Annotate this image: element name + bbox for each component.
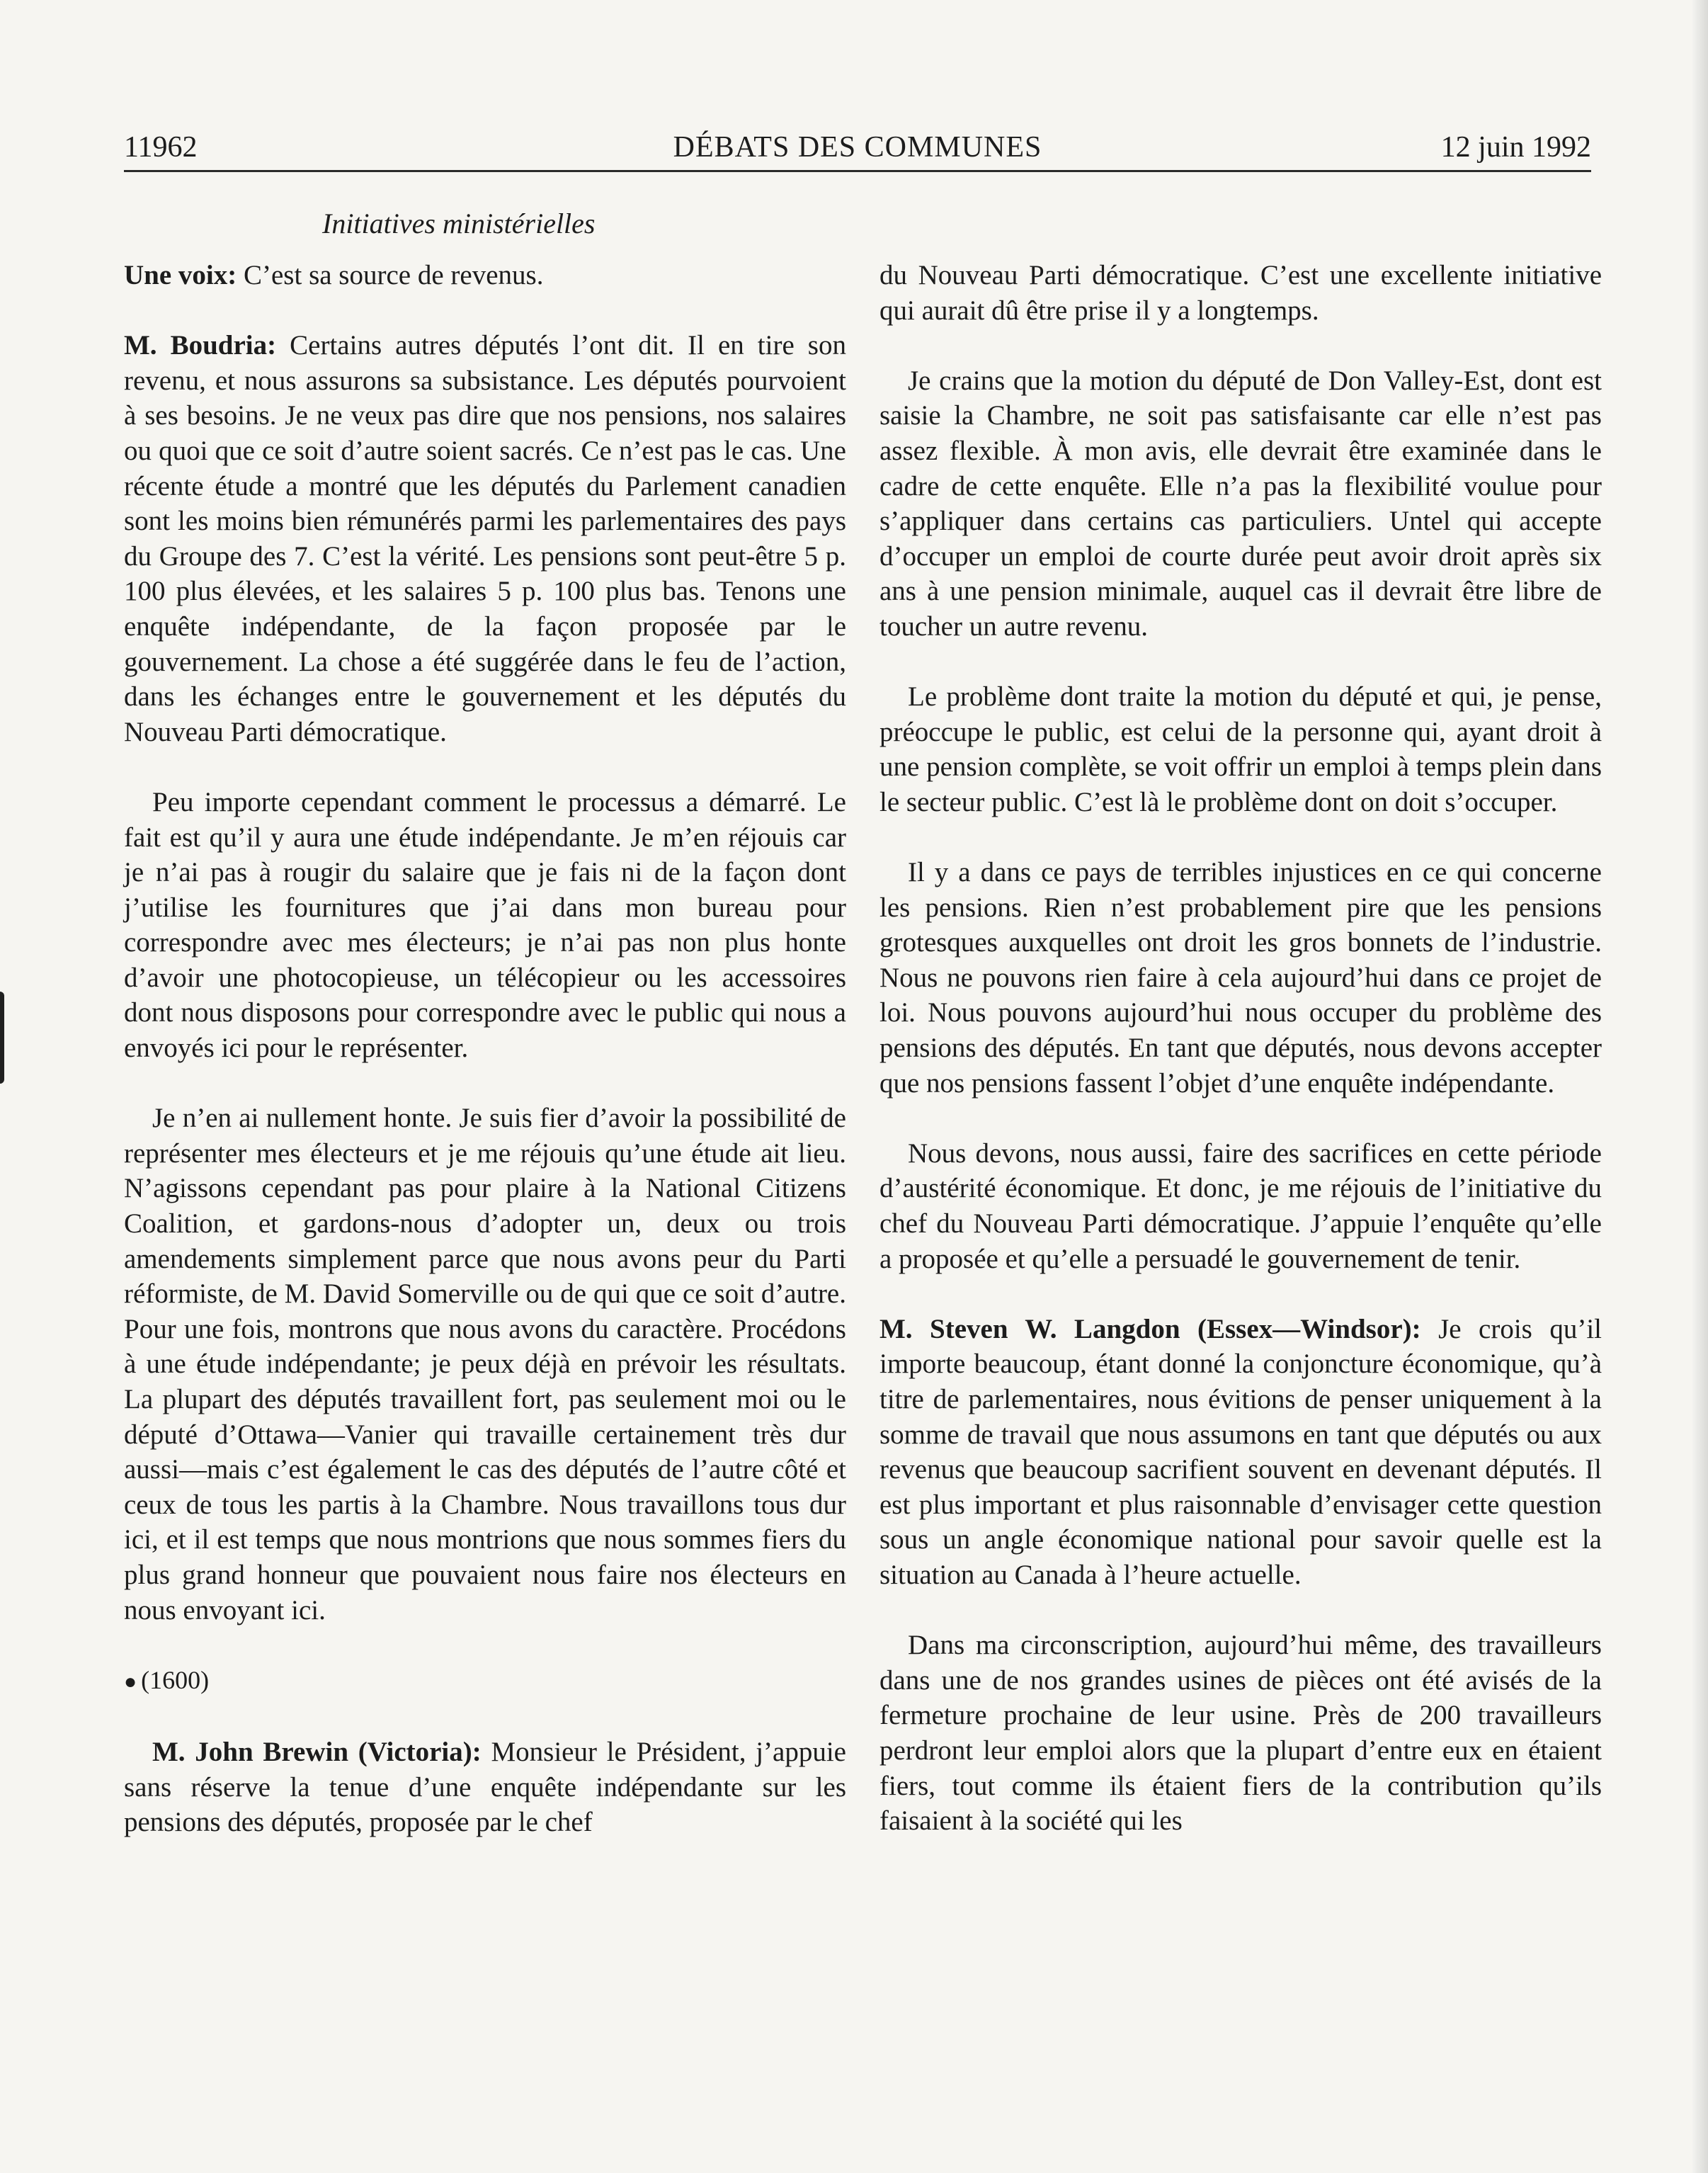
paragraph: Le problème dont traite la motion du député et qui, je pense, préoccupe le public, est celui de la personne qui, ayant droit à une pension complète, se voit offrir un emploi à temps plein dans le secteur public. C’est là le problème dont on doit s’occuper. <box>879 681 1602 817</box>
page-header <box>124 126 1591 169</box>
page-edge-shadow <box>1692 0 1708 2173</box>
bullet-icon: ● <box>124 1669 137 1693</box>
publication-title: DÉBATS DES COMMUNES <box>673 131 1042 164</box>
left-column <box>124 258 846 1840</box>
speech-text: Je crois qu’il importe beaucoup, étant donné la conjoncture économique, qu’à titre de parlementaires, nous évitions de penser uniquement à la somme de travail que nous assumons en tant que députés ou aux revenus que beaucoup sacrifient souvent en devenant députés. Il est plus important et plus raisonnable d’envisager cette question sous un angle économique national pour savoir quelle est la situation au Canada à l’heure actuelle. <box>879 1313 1602 1590</box>
speaker-name: M. Boudria: <box>124 330 277 361</box>
speaker-name: M. John Brewin (Victoria): <box>152 1736 482 1767</box>
paragraph <box>124 1735 846 1840</box>
scan-binding-mark <box>0 992 4 1084</box>
paragraph: du Nouveau Parti démocratique. C’est une excellente initiative qui aurait dû être prise il y a longtemps. <box>879 260 1602 326</box>
speech-text: Certains autres députés l’ont dit. Il en tire son revenu, et nous assurons sa subsistance. Les députés pourvoient à ses besoins. Je ne veux pas dire que nos pensions, nos salaires ou quoi que ce soit d’autre soient sacrés. Ce n’est pas le cas. Une récente étude a montré que les députés du Parlement canadien sont les moins bien rémunérés parmi les parlementaires des pays du Groupe des 7. C’est la vérité. Les pensions sont peut-être 5 p. 100 plus élevées, et les salaires 5 p. 100 plus bas. Tenons une enquête indépendante, de la façon proposée par le gouvernement. La chose a été suggérée dans le feu de l’action, dans les échanges entre le gouvernement et les députés du Nouveau Parti démocratique. <box>124 330 846 747</box>
paragraph <box>124 258 846 293</box>
speech-text: Monsieur le Président, j’appuie sans réserve la tenue d’une enquête indépendante sur les pensions des députés, proposée par le chef <box>124 1736 846 1838</box>
section-title: Initiatives ministérielles <box>322 208 596 239</box>
paragraph: Dans ma circonscription, aujourd’hui même, des travailleurs dans une de nos grandes usines de pièces ont été avisés de la fermeture prochaine de leur usine. Près de 200 travailleurs perdront leur emploi alors que la plupart d’entre eux en étaient fiers, tout comme ils étaient fiers de la contribution qu’ils faisaient à la société qui les <box>879 1630 1602 1837</box>
paragraph: Peu importe cependant comment le processus a démarré. Le fait est qu’il y aura une étude indépendante. Je m’en réjouis car je n’ai pas à rougir du salaire que je fais ni de la façon dont j’utilise les fournitures que j’ai dans mon bureau pour correspondre avec mes électeurs; je n’ai pas non plus honte d’avoir une photocopieuse, un télécopieur ou les accessoires dont nous disposons pour correspondre avec le public qui nous a envoyés ici pour le représenter. <box>124 786 846 1064</box>
paragraph: Il y a dans ce pays de terribles injustices en ce qui concerne les pensions. Rien n’est probablement pire que les pensions grotesques auxquelles ont droit les gros bonnets de l’industrie. Nous ne pouvons rien faire à cela aujourd’hui dans ce projet de loi. Nous pouvons aujourd’hui nous occuper du problème des pensions des députés. En tant que députés, nous devons accepter que nos pensions fassent l’objet d’une enquête indépendante. <box>879 857 1602 1099</box>
header-rule <box>124 170 1591 172</box>
time-marker-text: (1600) <box>141 1665 210 1694</box>
time-marker <box>124 1663 846 1700</box>
speaker-name: M. Steven W. Langdon (Essex—Windsor): <box>879 1313 1421 1344</box>
page-number: 11962 <box>124 131 198 164</box>
paragraph: Je crains que la motion du député de Don Valley-Est, dont est saisie la Chambre, ne soit pas satisfaisante car elle n’est pas assez flexible. À mon avis, elle devrait être examinée dans le cadre de cette enquête. Elle n’a pas la flexibilité voulue pour s’appliquer dans certains cas particuliers. Untel qui accepte d’occuper un emploi de courte durée peut avoir droit après six ans à une pension minimale, auquel cas il devrait être libre de toucher un autre revenu. <box>879 365 1602 642</box>
speaker-name: Une voix: <box>124 260 237 290</box>
paragraph: Je n’en ai nullement honte. Je suis fier d’avoir la possibilité de représenter mes électeurs et je me réjouis qu’une étude ait lieu. N’agissons cependant pas pour plaire à la National Citizens Coalition, et gardons-nous d’adopter un, deux ou trois amendements simplement parce que nous avons peur du Parti réformiste, de M. David Somerville ou de qui que ce soit d’autre. Pour une fois, montrons que nous avons du caractère. Procédons à une étude indépendante; je peux déjà en prévoir les résultats. La plupart des députés travaillent fort, pas seulement moi ou le député d’Ottawa—Vanier qui travaille certainement très dur aussi—mais c’est également le cas des députés de l’autre côté et ceux de tous les partis à la Chambre. Nous travaillons tous dur ici, et il est temps que nous montrions que nous sommes fiers du plus grand honneur que pouvaient nous faire nos électeurs en nous envoyant ici. <box>124 1103 846 1626</box>
paragraph <box>124 328 846 749</box>
right-column <box>879 258 1602 1839</box>
paragraph <box>879 1312 1602 1593</box>
speech-text: C’est sa source de revenus. <box>237 260 544 290</box>
publication-date: 12 juin 1992 <box>1440 131 1591 164</box>
paragraph: Nous devons, nous aussi, faire des sacrifices en cette période d’austérité économique. Et donc, je me réjouis de l’initiative du chef du Nouveau Parti démocratique. J’appuie l’enquête qu’elle a proposée et qu’elle a persuadé le gouvernement de tenir. <box>879 1137 1602 1274</box>
